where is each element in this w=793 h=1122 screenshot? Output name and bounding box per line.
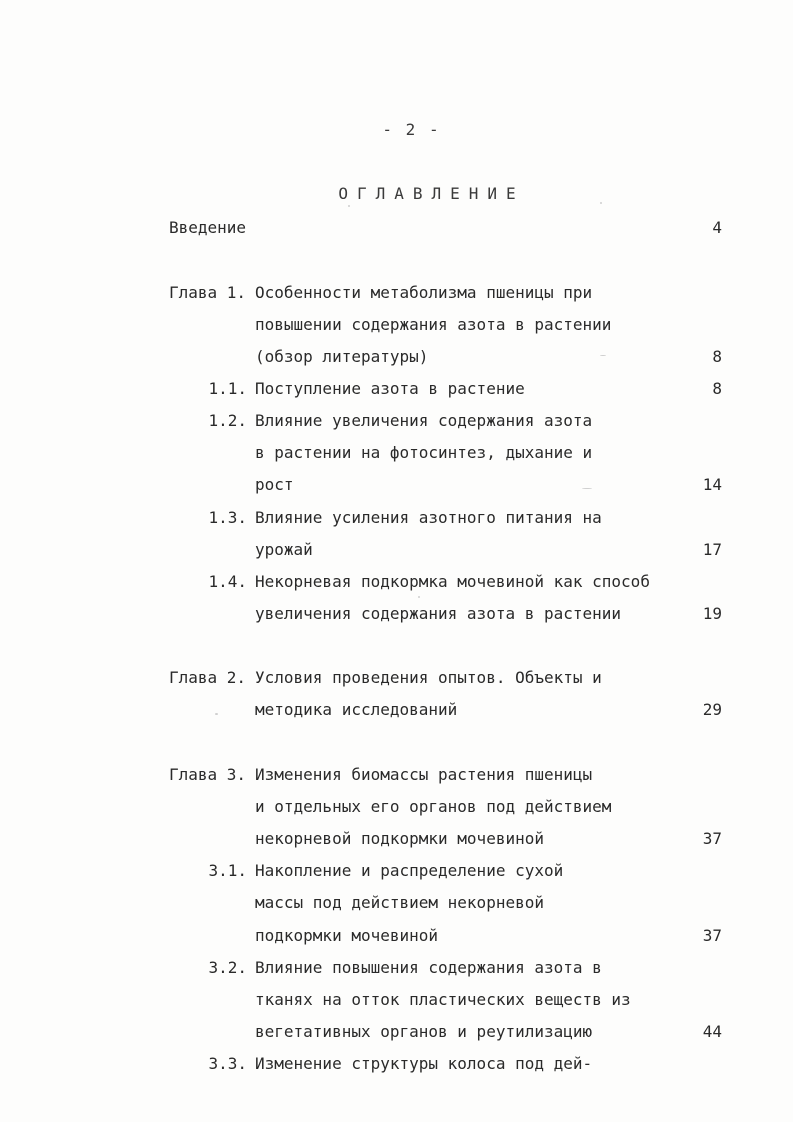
toc-page-ref: 44 bbox=[702, 1022, 722, 1041]
toc-page-ref: 8 bbox=[712, 347, 722, 366]
toc-entry-text: Особенности метаболизма пшеницы при bbox=[255, 283, 593, 302]
toc-page-ref: 37 bbox=[702, 829, 722, 848]
toc-entry-prefix: Глава 1. bbox=[169, 283, 247, 302]
scan-speck bbox=[600, 355, 606, 356]
toc-entry-section-1-1[interactable] bbox=[0, 377, 793, 401]
toc-page-ref: 4 bbox=[712, 218, 722, 237]
toc-entry-continuation bbox=[0, 1020, 793, 1044]
toc-entry-text: методика исследований bbox=[255, 700, 458, 719]
toc-entry-continuation bbox=[0, 473, 793, 497]
toc-entry-continuation bbox=[0, 795, 793, 819]
toc-entry-section-3-3[interactable] bbox=[0, 1052, 793, 1076]
toc-entry-prefix: 3.3. bbox=[208, 1054, 247, 1073]
toc-entry-continuation bbox=[0, 988, 793, 1012]
toc-entry-text: и отдельных его органов под действием bbox=[255, 797, 612, 816]
toc-entry-text: подкормки мочевиной bbox=[255, 926, 439, 945]
toc-entry-text: повышении содержания азота в растении bbox=[255, 315, 612, 334]
toc-entry-text: Влияние усиления азотного питания на bbox=[255, 508, 602, 527]
toc-entry-section-3-2[interactable] bbox=[0, 956, 793, 980]
toc-entry-text: (обзор литературы) bbox=[255, 347, 429, 366]
toc-entry-section-1-4[interactable] bbox=[0, 570, 793, 594]
toc-entry-text: Некорневая подкормка мочевиной как способ bbox=[255, 572, 650, 591]
toc-entry-text: Условия проведения опытов. Объекты и bbox=[255, 668, 602, 687]
toc-entry-continuation bbox=[0, 602, 793, 626]
toc-entry-continuation bbox=[0, 313, 793, 337]
toc-entry-text: Изменения биомассы растения пшеницы bbox=[255, 765, 593, 784]
toc-entry-text: вегетативных органов и реутилизацию bbox=[255, 1022, 593, 1041]
toc-entry-continuation bbox=[0, 827, 793, 851]
toc-entry-prefix: 1.1. bbox=[208, 379, 247, 398]
toc-entry-text: урожай bbox=[255, 540, 313, 559]
scan-speck bbox=[582, 488, 592, 489]
toc-entry-text: Накопление и распределение сухой bbox=[255, 861, 564, 880]
toc-entry-text: Влияние увеличения содержания азота bbox=[255, 411, 593, 430]
scan-speck bbox=[418, 596, 420, 598]
toc-entry-continuation bbox=[0, 891, 793, 915]
toc-entry-prefix: 3.1. bbox=[208, 861, 247, 880]
toc-page-ref: 8 bbox=[712, 379, 722, 398]
toc-entry-introduction[interactable] bbox=[0, 216, 793, 240]
toc-entry-continuation bbox=[0, 698, 793, 722]
toc-entry-text: в растении на фотосинтез, дыхание и bbox=[255, 443, 593, 462]
toc-entry-text: рост bbox=[255, 475, 294, 494]
toc-entry-prefix: 1.3. bbox=[208, 508, 247, 527]
toc-entry-prefix: 1.4. bbox=[208, 572, 247, 591]
toc-entry-text: Изменение структуры колоса под дей- bbox=[255, 1054, 593, 1073]
toc-page-ref: 14 bbox=[702, 475, 722, 494]
toc-entry-text: массы под действием некорневой bbox=[255, 893, 544, 912]
toc-entry-text: Влияние повышения содержания азота в bbox=[255, 958, 602, 977]
toc-entry-continuation bbox=[0, 345, 793, 369]
toc-entry-section-3-1[interactable] bbox=[0, 859, 793, 883]
toc-entry-continuation bbox=[0, 538, 793, 562]
toc-title: ОГЛАВЛЕНИЕ bbox=[338, 184, 525, 203]
toc-entry-prefix: 3.2. bbox=[208, 958, 247, 977]
toc-entry-text: Введение bbox=[169, 218, 247, 237]
page-number: - 2 - bbox=[382, 120, 441, 139]
toc-entry-text: тканях на отток пластических веществ из bbox=[255, 990, 631, 1009]
toc-entry-section-1-2[interactable] bbox=[0, 409, 793, 433]
toc-entry-section-1-3[interactable] bbox=[0, 506, 793, 530]
scan-speck bbox=[348, 205, 350, 207]
toc-entry-continuation bbox=[0, 924, 793, 948]
scan-speck bbox=[600, 202, 602, 204]
toc-page-ref: 19 bbox=[702, 604, 722, 623]
toc-entry-chapter-1[interactable] bbox=[0, 281, 793, 305]
toc-entry-text: Поступление азота в растение bbox=[255, 379, 525, 398]
toc-page-ref: 17 bbox=[702, 540, 722, 559]
toc-entry-chapter-3[interactable] bbox=[0, 763, 793, 787]
toc-page-ref: 29 bbox=[702, 700, 722, 719]
toc-entry-text: увеличения содержания азота в растении bbox=[255, 604, 622, 623]
scan-speck bbox=[215, 713, 218, 715]
toc-entry-continuation bbox=[0, 441, 793, 465]
toc-entry-text: некорневой подкормки мочевиной bbox=[255, 829, 544, 848]
toc-page-ref: 37 bbox=[702, 926, 722, 945]
toc-entry-prefix: Глава 2. bbox=[169, 668, 247, 687]
toc-entry-chapter-2[interactable] bbox=[0, 666, 793, 690]
toc-entry-prefix: 1.2. bbox=[208, 411, 247, 430]
toc-entry-prefix: Глава 3. bbox=[169, 765, 247, 784]
